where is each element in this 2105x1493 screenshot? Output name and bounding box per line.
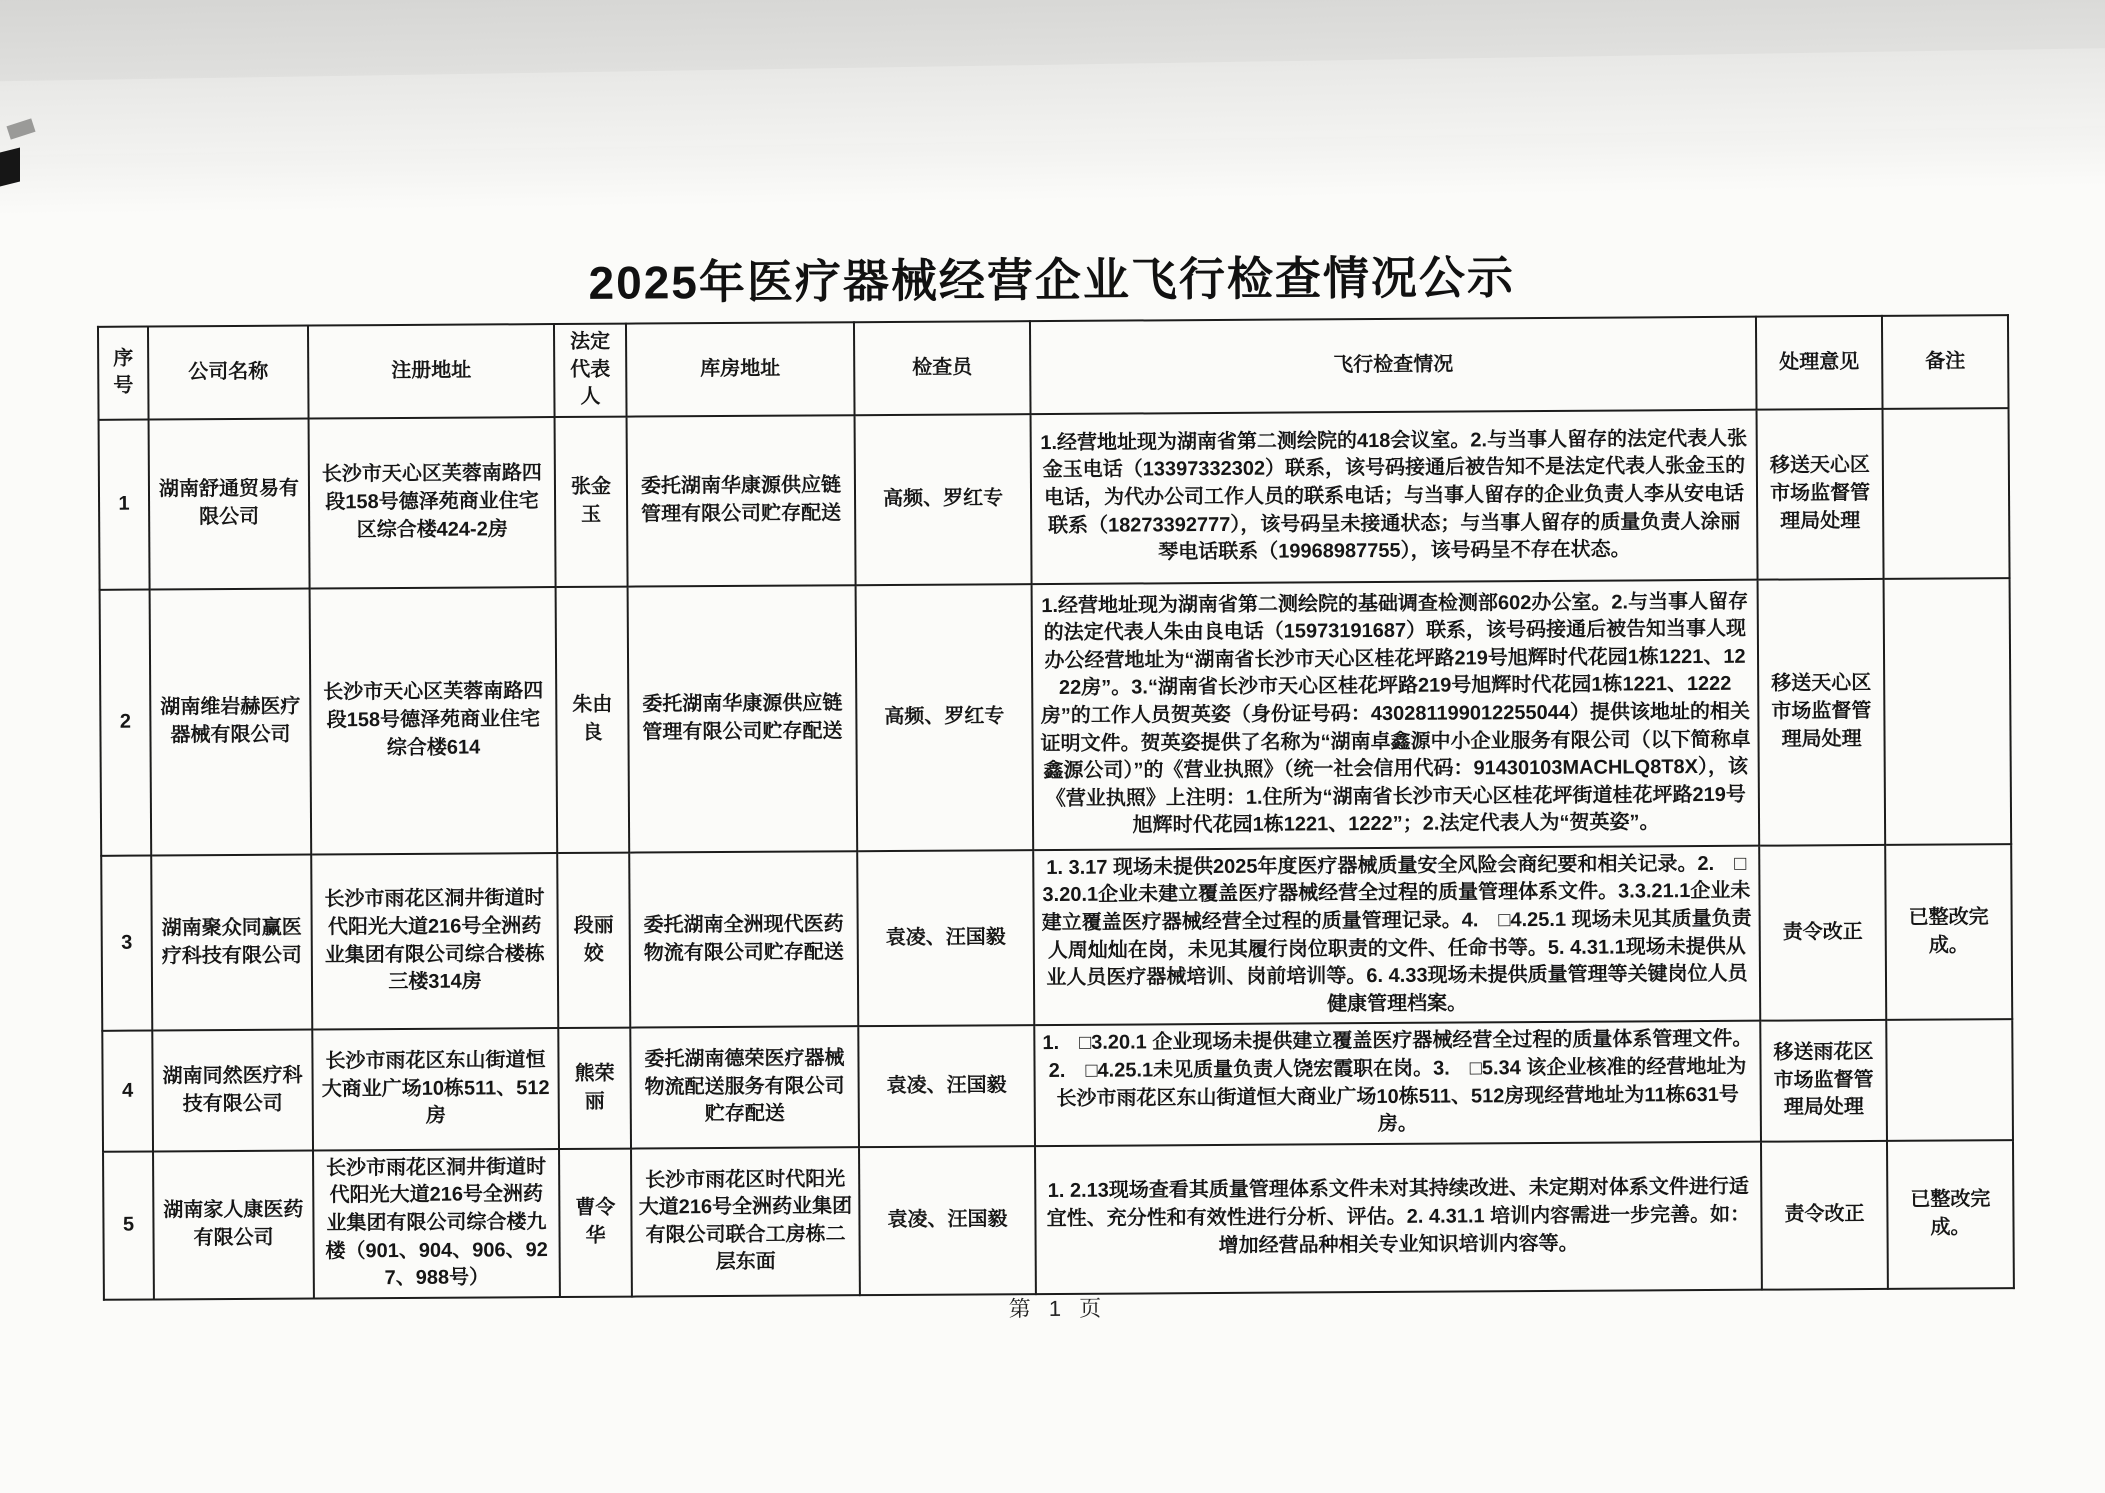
cell-remark xyxy=(1884,578,2012,845)
header-company: 公司名称 xyxy=(148,326,309,420)
cell-legal-rep: 曹令华 xyxy=(559,1148,632,1296)
cell-findings: 1. 3.17 现场未提供2025年度医疗器械质量安全风险会商纪要和相关记录。2. □3.20.1企业未建立覆盖医疗器械经营全过程的质量管理体系文件。3.3.21.1企业未建立覆盖医疗器械经营全过程的质量管理记录。4. □4.25.1 现场未见其质量负责人周灿灿在岗，未见其履行岗位职责的文件、任命书等。5. 4.31.1现场未提供从业人员医疗器械培训、岗前培训等。6. 4.33现场未提供质量管理等关键岗位人员健康管理档案。 xyxy=(1033,845,1760,1025)
cell-legal-rep: 朱由良 xyxy=(556,586,630,852)
cell-remark xyxy=(1886,1019,2013,1140)
cell-no: 5 xyxy=(103,1151,154,1299)
cell-inspectors: 袁凌、汪国毅 xyxy=(858,1025,1035,1146)
page-number: 第 1 页 xyxy=(1008,1295,1108,1322)
cell-action: 移送天心区市场监督管理局处理 xyxy=(1757,409,1884,580)
cell-warehouse: 长沙市雨花区时代阳光大道216号全洲药业集团有限公司联合工房栋二层东面 xyxy=(631,1147,860,1296)
cell-company: 湖南舒通贸易有限公司 xyxy=(149,418,310,589)
cell-reg-address: 长沙市天心区芙蓉南路四段158号德泽苑商业住宅综合楼614 xyxy=(310,587,558,854)
header-findings: 飞行检查情况 xyxy=(1030,317,1757,414)
cell-company: 湖南同然医疗科技有限公司 xyxy=(152,1030,313,1151)
cell-action: 移送雨花区市场监督管理局处理 xyxy=(1760,1020,1887,1141)
table-header-row xyxy=(98,315,2009,419)
cell-reg-address: 长沙市雨花区东山街道恒大商业广场10栋511、512房 xyxy=(312,1028,559,1150)
table-row xyxy=(100,578,2012,856)
cell-legal-rep: 张金玉 xyxy=(555,416,628,586)
cell-remark: 已整改完成。 xyxy=(1887,1140,2014,1289)
cell-action: 责令改正 xyxy=(1759,845,1886,1021)
header-reg-address: 注册地址 xyxy=(308,324,555,418)
cell-remark: 已整改完成。 xyxy=(1885,844,2012,1020)
cell-reg-address: 长沙市天心区芙蓉南路四段158号德泽苑商业住宅区综合楼424-2房 xyxy=(309,417,556,588)
cell-legal-rep: 熊荣丽 xyxy=(558,1028,631,1149)
header-no: 序号 xyxy=(98,327,149,420)
header-warehouse: 库房地址 xyxy=(626,322,855,416)
header-legal-rep: 法定代表人 xyxy=(554,324,627,417)
cell-reg-address: 长沙市雨花区洞井街道时代阳光大道216号全洲药业集团有限公司综合楼栋三楼314房 xyxy=(311,853,558,1030)
inspection-table xyxy=(97,314,2015,1300)
table-row xyxy=(102,1019,2013,1151)
table-row xyxy=(99,408,2010,590)
cell-warehouse: 委托湖南华康源供应链管理有限公司贮存配送 xyxy=(628,585,858,852)
cell-reg-address: 长沙市雨花区洞井街道时代阳光大道216号全洲药业集团有限公司综合楼九楼（901、904、906、927、988号） xyxy=(313,1149,560,1298)
cell-findings: 1. □3.20.1 企业现场未提供建立覆盖医疗器械经营全过程的质量体系管理文件。2. □4.25.1未见质量负责人饶宏霞职在岗。3. □5.34 该企业核准的经营地址为长沙市雨花区东山街道恒大商业广场10栋511、512房现经营地址为11栋631号房。 xyxy=(1034,1021,1761,1146)
cell-action: 移送天心区市场监督管理局处理 xyxy=(1758,579,1886,846)
cell-findings: 1.经营地址现为湖南省第二测绘院的基础调查检测部602办公室。2.与当事人留存的法定代表人朱由良电话（15973191687）联系，该号码接通后被告知当事人现办公经营地址为“湖南省长沙市天心区桂花坪路219号旭辉时代花园1栋1221、1222房”。3.“湖南省长沙市天心区桂花坪路219号旭辉时代花园1栋1221、1222房”的工作人员贺英姿（身份证号码：430281199012255044）提供该地址的相关证明文件。贺英姿提供了名称为“湖南卓鑫源中小企业服务有限公司（以下简称卓鑫源公司）”的《营业执照》（统一社会信用代码：91430103MACHLQ8T8X），该《营业执照》上注明：1.住所为“湖南省长沙市天心区桂花坪街道桂花坪路219号旭辉时代花园1栋1221、1222”；2.法定代表人为“贺英姿”。 xyxy=(1032,579,1760,849)
cell-remark xyxy=(1883,408,2010,579)
cell-inspectors: 高频、罗红专 xyxy=(856,584,1034,851)
cell-no: 1 xyxy=(99,419,150,589)
header-remark: 备注 xyxy=(1882,315,2009,409)
page-title: 2025年医疗器械经营企业飞行检查情况公示 xyxy=(588,251,1516,309)
cell-warehouse: 委托湖南华康源供应链管理有限公司贮存配送 xyxy=(627,415,856,586)
header-action: 处理意见 xyxy=(1756,316,1883,410)
cell-warehouse: 委托湖南德荣医疗器械物流配送服务有限公司贮存配送 xyxy=(630,1027,859,1149)
cell-company: 湖南聚众同赢医疗科技有限公司 xyxy=(151,854,312,1031)
cell-legal-rep: 段丽姣 xyxy=(557,852,630,1028)
cell-no: 2 xyxy=(100,589,152,855)
header-inspectors: 检查员 xyxy=(854,321,1031,415)
cell-no: 3 xyxy=(101,855,152,1031)
cell-inspectors: 袁凌、汪国毅 xyxy=(857,850,1034,1027)
cell-no: 4 xyxy=(102,1031,153,1152)
cell-company: 湖南家人康医药有限公司 xyxy=(153,1150,314,1299)
cell-findings: 1. 2.13现场查看其质量管理体系文件未对其持续改进、未定期对体系文件进行适宜性、充分性和有效性进行分析、评估。2. 4.31.1 培训内容需进一步完善。如：增加经营品种相关专业知识培训内容等。 xyxy=(1035,1141,1762,1293)
cell-company: 湖南维岩赫医疗器械有限公司 xyxy=(150,588,312,855)
cell-action: 责令改正 xyxy=(1761,1141,1888,1290)
table-row xyxy=(101,844,2012,1031)
cell-warehouse: 委托湖南全洲现代医药物流有限公司贮存配送 xyxy=(629,851,858,1028)
table-row xyxy=(103,1140,2014,1300)
cell-inspectors: 袁凌、汪国毅 xyxy=(859,1146,1036,1295)
cell-inspectors: 高频、罗红专 xyxy=(855,414,1032,585)
cell-findings: 1.经营地址现为湖南省第二测绘院的418会议室。2.与当事人留存的法定代表人张金玉电话（13397332302）联系，该号码接通后被告知不是法定代表人张金玉的电话，为代办公司工作人员的联系电话；与当事人留存的企业负责人李从安电话联系（18273392777），该号码呈未接通状态；与当事人留存的质量负责人涂丽琴电话联系（19968987755），该号码呈不存在状态。 xyxy=(1031,409,1758,583)
